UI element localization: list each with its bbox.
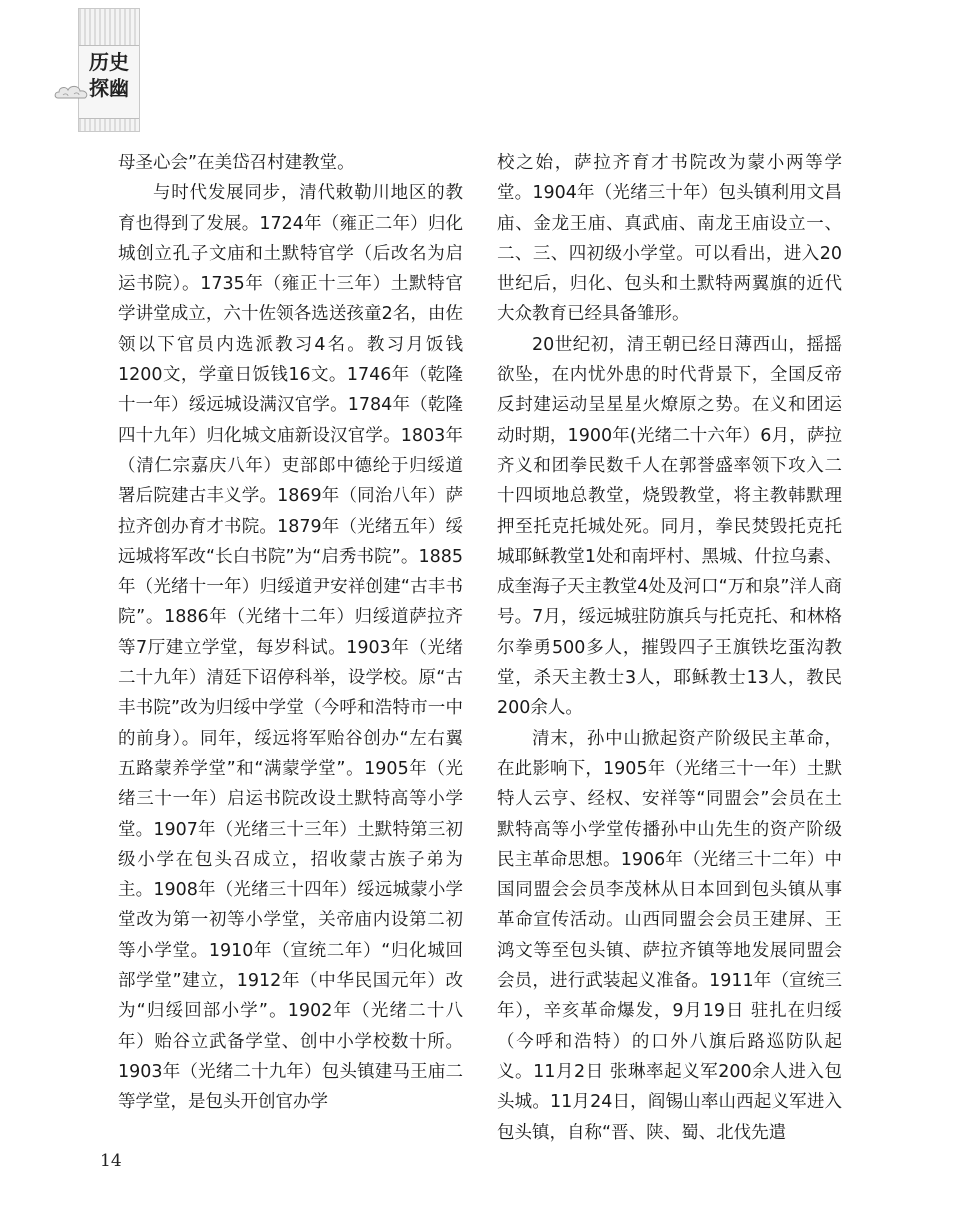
tab-pattern-bottom: [79, 118, 139, 131]
left-column: [118, 148, 463, 1118]
cloud-ornament-icon: [54, 82, 90, 104]
paragraph: 母圣心会”在美岱召村建教堂。: [118, 153, 355, 173]
page-number: 14: [100, 1151, 122, 1171]
paragraph: 清末，孙中山掀起资产阶级民主革命，在此影响下，1905年（光绪三十一年）土默特人云亨、经权、安祥等“同盟会”会员在土默特高等小学堂传播孙中山先生的资产阶级民主革命思想。1906年（光绪三十二年）中国同盟会会员李茂林从日本回到包头镇从事革命宣传活动。山西同盟会会员王建屏、王鸿文等至包头镇、萨拉齐镇等地发展同盟会会员，进行武装起义准备。1911年（宣统三年），辛亥革命爆发，9月19日 驻扎在归绥（今呼和浩特）的口外八旗后路巡防队起义。11月2日 张琳率起义军200余人进入包头城。11月24日，阎锡山率山西起义军进入包头镇，自称“晋、陕、蜀、北伐先遣: [497, 728, 842, 1143]
right-column: [497, 148, 842, 1148]
section-title-line2: 探幽: [89, 76, 129, 100]
paragraph: 20世纪初，清王朝已经日薄西山，摇摇欲坠，在内忧外患的时代背景下，全国反帝反封建运动呈星星火燎原之势。在义和团运动时期，1900年(光绪二十六年）6月，萨拉齐义和团拳民数千人在郭誉盛率领下攻入二十四顷地总教堂，烧毁教堂，将主教韩默理押至托克托城处死。同月，拳民焚毁托克托城耶稣教堂1处和南坪村、黑城、什拉乌素、成奎海子天主教堂4处及河口“万和泉”洋人商号。7月，绥远城驻防旗兵与托克托、和林格尔拳勇500多人，摧毁四子王旗铁圪蛋沟教堂，杀天主教士3人，耶稣教士13人，教民200余人。: [497, 334, 842, 719]
section-tab: [78, 8, 140, 132]
paragraph: 与时代发展同步，清代敕勒川地区的教育也得到了发展。1724年（雍正二年）归化城创立孔子文庙和土默特官学（后改名为启运书院）。1735年（雍正十三年）土默特官学讲堂成立，六十佐领各选送孩童2名，由佐领以下官员内选派教习4名。教习月饭钱1200文，学童日饭钱16文。1746年（乾隆十一年）绥远城设满汉官学。1784年（乾隆四十九年）归化城文庙新设汉官学。1803年（清仁宗嘉庆八年）吏部郎中德纶于归绥道署后院建古丰义学。1869年（同治八年）萨拉齐创办育才书院。1879年（光绪五年）绥远城将军改“长白书院”为“启秀书院”。1885年（光绪十一年）归绥道尹安祥创建“古丰书院”。1886年（光绪十二年）归绥道萨拉齐等7厅建立学堂，每岁科试。1903年（光绪二十九年）清廷下诏停科举，设学校。原“古丰书院”改为归绥中学堂（今呼和浩特市一中的前身）。同年，绥远将军贻谷创办“左右翼五路蒙养学堂”和“满蒙学堂”。1905年（光绪三十一年）启运书院改设土默特高等小学堂。1907年（光绪三十三年）土默特第三初级小学在包头召成立，招收蒙古族子弟为主。1908年（光绪三十四年）绥远城蒙小学堂改为第一初等小学堂，关帝庙内设第二初等小学堂。1910年（宣统二年）“归化城回部学堂”建立，1912年（中华民国元年）改为“归绥回部小学”。1902年（光绪二十八年）贻谷立武备学堂、创中小学校数十所。1903年（光绪二十九年）包头镇建马王庙二等学堂，是包头开创官办学: [118, 183, 463, 1113]
section-title-line1: 历史: [89, 50, 129, 74]
tab-pattern-top: [79, 9, 139, 46]
paragraph: 校之始，萨拉齐育才书院改为蒙小两等学堂。1904年（光绪三十年）包头镇利用文昌庙、金龙王庙、真武庙、南龙王庙设立一、二、三、四初级小学堂。可以看出，进入20世纪后，归化、包头和土默特两翼旗的近代大众教育已经具备雏形。: [497, 153, 842, 325]
